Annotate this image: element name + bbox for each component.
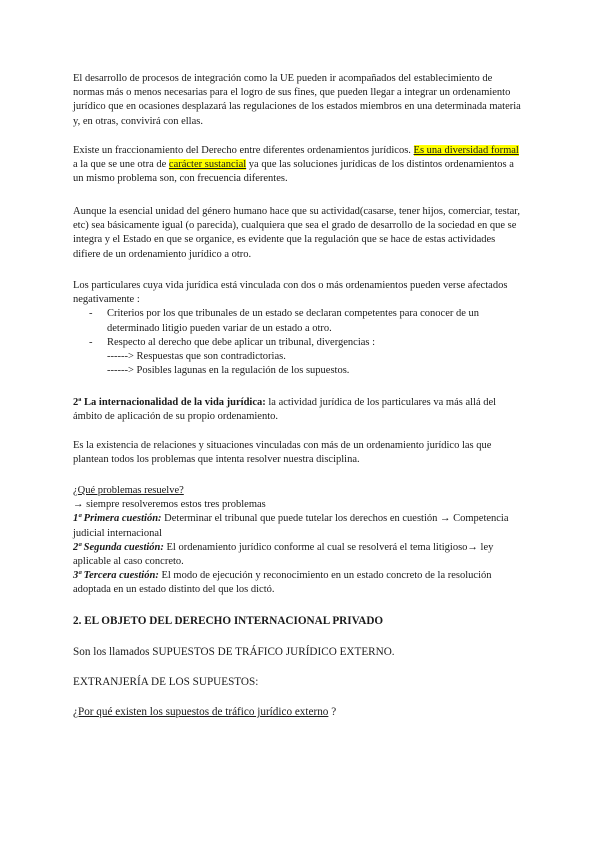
paragraph-text: Aunque la esencial unidad del género humano hace que su actividad(casarse, tener hijos, comerciar, testar, etc) sea básicamente igual (o parecida), cualquiera que sea el grado de desarrollo de la sociedad en que se integra y el Estado en que se organice, es evidente que la regulación que se hace de estas actividades difiere de un ordenamiento jurídico a otro. (73, 206, 520, 260)
section-question (73, 705, 523, 719)
first-question (73, 512, 523, 540)
paragraph-particulars (73, 279, 523, 378)
list-item-text: Respecto al derecho que debe aplicar un tribunal, divergencias : (107, 336, 376, 348)
list-item (73, 336, 523, 350)
question-text: El ordenamiento jurídico conforme al cual se resolverá el tema litigioso→ ley aplicable al caso concreto. (73, 541, 494, 568)
question-text: El modo de ejecución y reconocimiento en un estado concreto de la resolución adoptada en un estado distinto del que los dictó. (73, 570, 492, 596)
paragraph-text (73, 144, 523, 187)
paragraph-internationality (73, 396, 523, 424)
paragraph-text (73, 396, 523, 424)
text-run: la actividad jurídica de los particulares va más allá del ámbito de aplicación de su propio ordenamiento. (73, 397, 497, 423)
paragraph-integration (73, 72, 523, 129)
third-question (73, 569, 523, 597)
highlight-formal-diversity: Es una diversidad formal (413, 145, 519, 156)
section-title: 2. EL OBJETO DEL DERECHO INTERNACIONAL PRIVADO (73, 615, 384, 627)
arrow-line: → siempre resolveremos estos tres problemas (73, 499, 266, 511)
underlined-question: ¿Por qué existen los supuestos de tráfico jurídico externo (73, 706, 329, 718)
text-run: Existe un fraccionamiento del Derecho entre diferentes ordenamientos jurídicos. (73, 145, 414, 156)
question-label: 3ª Tercera cuestión: (73, 570, 159, 582)
sub-item: ------> Posibles lagunas en la regulación de los supuestos. (107, 365, 350, 377)
highlight-substantial-character: carácter sustancial (168, 159, 247, 171)
question-text: Determinar el tribunal que puede tutelar los derechos en cuestión → Competencia judicial internacional (73, 513, 509, 539)
text-run: a la que se une otra de (73, 159, 169, 171)
paragraph-problems (73, 484, 523, 598)
question-label: 2ª Segunda cuestión: (73, 541, 164, 553)
paragraph-fragmentation (73, 144, 523, 187)
question-heading: ¿Qué problemas resuelve? (73, 485, 184, 496)
sub-item: ------> Respuestas que son contradictorias. (107, 351, 286, 363)
list-dash: - (89, 308, 93, 320)
paragraph-human-activity (73, 205, 523, 262)
paragraph-text: El desarrollo de procesos de integración como la UE pueden ir acompañados del establecimiento de normas más o menos necesarias para el logro de sus fines, que pueden llegar a integrar un ordenamiento jurídico que en ocasiones desplazará las regulaciones de los estados miembros en una determinada materia y, en otras, convivirá con ellas. (73, 73, 521, 127)
section-heading (73, 614, 523, 628)
text-run: ya que las soluciones jurídicas de los distintos ordenamientos a un mismo problema son, con frecuencia diferentes. (73, 159, 514, 185)
section-line (73, 675, 523, 689)
paragraph-intro: Los particulares cuya vida jurídica está vinculada con dos o más ordenamientos pueden verse afectados negativamente : (73, 280, 508, 306)
question-label: 1ª Primera cuestión: (73, 513, 162, 525)
section-text: EXTRANJERÍA DE LOS SUPUESTOS: (73, 676, 259, 688)
paragraph-relations (73, 439, 523, 467)
section-text: Son los llamados SUPUESTOS DE TRÁFICO JURÍDICO EXTERNO. (73, 646, 395, 658)
bold-heading: 2ª La internacionalidad de la vida jurídica: (73, 397, 266, 408)
section-text (73, 705, 523, 719)
list-item (73, 307, 523, 335)
text-run: ? (328, 706, 337, 718)
second-question (73, 541, 523, 569)
section-line (73, 645, 523, 659)
paragraph-text: Es la existencia de relaciones y situaciones vinculadas con más de un ordenamiento jurídico las que plantean todos los problemas que intenta resolver nuestra disciplina. (73, 440, 492, 466)
list-item-text: Criterios por los que tribunales de un estado se declaran competentes para conocer de un determinado litigio pueden variar de un estado a otro. (107, 308, 480, 334)
list-dash: - (89, 336, 93, 348)
